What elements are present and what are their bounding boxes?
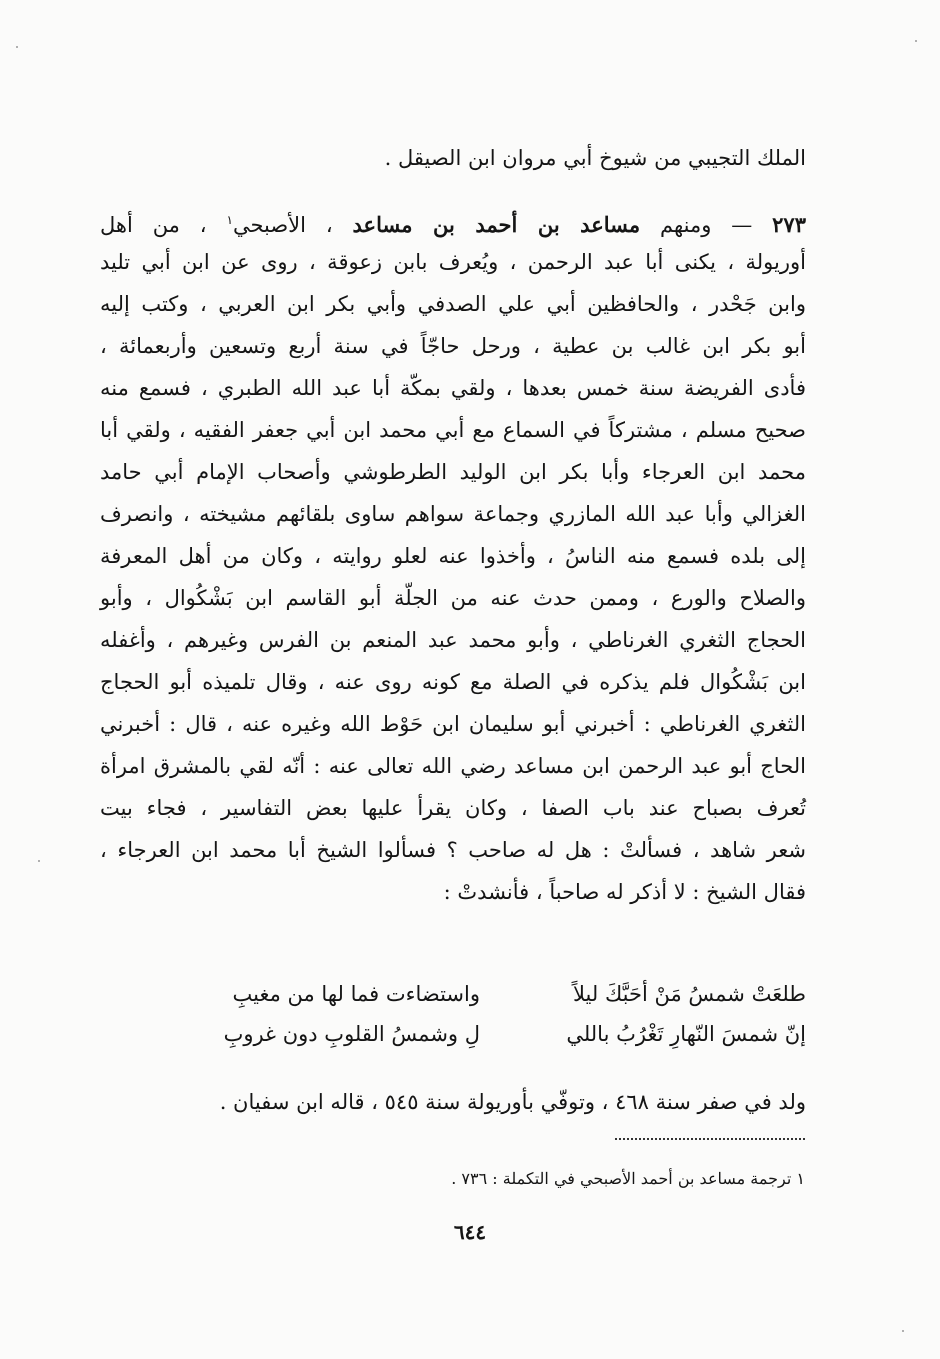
text-line: تُعرف بصباح عند باب الصفا ، وكان يقرأ عليها بعض التفاسير ، فجاء بيت [100, 796, 807, 820]
text-line: أبو بكر ابن غالب بن عطية ، ورحل حاجّاً في سنة أربع وتسعين وأربعمائة ، [100, 334, 806, 358]
verse-second-hemistich: لِ وشمسُ القلوبِ دون غروبِ [223, 1022, 480, 1046]
entry-nisba: ، الأصبحي [232, 213, 353, 237]
entry-intro: ومنهم [640, 213, 712, 237]
text-line: وابن جَحْدر ، والحافظين أبي علي الصدفي وأبي بكر ابن العربي ، وكتب إليه [100, 292, 806, 316]
scan-speck [902, 1330, 904, 1332]
text-line: فقال الشيخ : لا أذكر له صاحباً ، فأنشدتْ : [443, 880, 806, 904]
verse-first-hemistich: طلعَتْ شمسُ مَنْ أحَبَّكَ ليلاً [573, 982, 806, 1006]
text-line: والصلاح والورع ، وممن حدث عنه من الجلّة أبو القاسم ابن بَشْكُوال ، وأبو [100, 586, 806, 610]
text-line: الملك التجيبي من شيوخ أبي مروان ابن الصيقل . [384, 146, 806, 170]
text-line: ابن بَشْكُوال فلم يذكره في الصلة مع كونه روى عنه ، وقال تلميذه أبو الحجاج [100, 670, 806, 694]
text-line: ولد في صفر سنة ٤٦٨ ، وتوفّي بأوريولة سنة ٥٤٥ ، قاله ابن سفيان . [219, 1090, 806, 1114]
page-number: ٦٤٤ [453, 1220, 487, 1244]
text-line: الثغري الغرناطي : أخبرني أبو سليمان ابن حَوْط الله وغيره عنه ، قال : أخبرني [100, 712, 806, 736]
verse-first-hemistich: إنّ شمسَ النّهارِ تَغْرُبُ باللي [566, 1022, 806, 1046]
footnote [300, 1162, 805, 1196]
text-line: فأدى الفريضة سنة خمس بعدها ، ولقي بمكّة أبا عبد الله الطبري ، فسمع منه [100, 376, 806, 400]
footnote-number: ١ [796, 1169, 805, 1188]
text-line: الحجاج الثغري الغرناطي ، وأبو محمد عبد المنعم بن الفرس وغيرهم ، وأغفله [100, 628, 806, 652]
text-line: محمد ابن العرجاء وأبا بكر ابن الوليد الطرطوشي وأصحاب الإمام أبي حامد [100, 460, 806, 484]
poem-verse [150, 972, 806, 1016]
entry-number: ٢٧٣ [772, 212, 806, 237]
poem-verse [150, 1012, 806, 1056]
entry-dash: — [711, 213, 773, 237]
entry-name: مساعد بن أحمد بن مساعد [352, 212, 641, 237]
footnote-text: ترجمة مساعد بن أحمد الأصبحي في التكملة : ٧٣٦ . [451, 1169, 792, 1188]
verse-second-hemistich: واستضاءت فما لها من مغيبِ [232, 982, 480, 1006]
text-line: صحيح مسلم ، مشتركاً في السماع مع أبي محمد ابن أبي جعفر الفقيه ، ولقي أبا [100, 418, 806, 442]
text-line: شعر شاهد ، فسألتْ : هل له صاحب ؟ فسألوا الشيخ أبا محمد ابن العرجاء ، [100, 838, 806, 862]
footnote-marker: ١ [226, 213, 233, 227]
scan-speck [915, 40, 917, 42]
scan-speck [16, 46, 18, 48]
text-line: أوريولة ، يكنى أبا عبد الرحمن ، ويُعرف بابن زعوقة ، روى عن ابن أبي تليد [100, 250, 806, 274]
scan-speck [38, 860, 40, 862]
entry-line-end: ، من أهل [100, 213, 227, 237]
text-line: الحاج أبو عبد الرحمن ابن مساعد رضي الله تعالى عنه : أنّه لقي بالمشرق امرأة [100, 754, 806, 778]
footnote-separator [615, 1138, 805, 1140]
text-line: إلى بلده فسمع منه الناسُ ، وأخذوا عنه لعلو روايته ، وكان من أهل المعرفة [100, 544, 806, 568]
text-line: الغزالي وأبا عبد الله المازري وجماعة سواهم ساوى بلقائهم مشيخته ، وانصرف [100, 502, 806, 526]
entry-heading-line [100, 200, 806, 240]
